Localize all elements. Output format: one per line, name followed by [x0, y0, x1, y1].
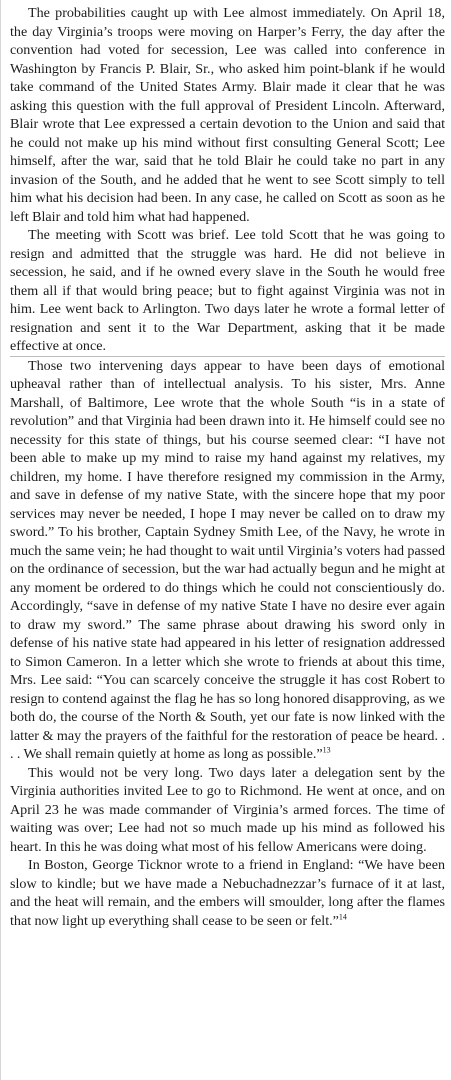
paragraph-4: [10, 764, 445, 857]
paragraph-2: [10, 226, 445, 356]
paragraph-4-text: This would not be very long. Two days later a delegation sent by the Virginia authorities invited Lee to go to Richmond. He went at once, and on April 23 he was made commander of Virginia’s armed forces. The time of waiting was over; Lee had not so much made up his mind as followed his heart. In this he was doing what most of his fellow Americans were doing.: [10, 764, 445, 855]
scan-section-1: [10, 4, 445, 357]
paragraph-3-text: Those two intervening days appear to have been days of emotional upheaval rather than of intellectual analysis. To his sister, Mrs. Anne Marshall, of Baltimore, Lee wrote that the whole South “is in a state of revolution” and that Virginia had been drawn into it. He himself could see no necessity for this state of things, but his course seemed clear: “I have not been able to make up my mind to raise my hand against my relatives, my children, my home. I have therefore resigned my commission in the Army, and save in defense of my native State, with the sincere hope that my poor services may never be needed, I hope I may never be called on to draw my sword.” To his brother, Captain Sydney Smith Lee, of the Navy, he wrote in much the same vein; he had thought to wait until Virginia’s voters had passed on the ordinance of secession, but the war had actually begun and he might at any moment be ordered to do things which he could not conscientiously do. Accordingly, “save in defense of my native State I have no desire ever again to draw my sword.” The same phrase about drawing his sword only in defense of his native state had appeared in his letter of resignation addressed to Simon Cameron. In a letter which she wrote to friends at about this time, Mrs. Lee said: “You can scarcely conceive the struggle it has cost Robert to resign to contend against the flag he has so long honored disapproving, as we both do, the course of the North & South, yet our fate is now linked with the latter & may the prayers of the faithful for the restoration of peace be heard. . . . We shall remain quietly at home as long as possible.”: [10, 357, 445, 762]
paragraph-5: [10, 856, 445, 930]
paragraph-2-text: The meeting with Scott was brief. Lee told Scott that he was going to resign and admitted that the struggle was hard. He did not believe in secession, he said, and if he owned every slave in the South he would free them all if that would bring peace; but to fight against Virginia was not in him. Lee went back to Arlington. Two days later he wrote a formal letter of resignation and sent it to the War Department, asking that it be made effective at once.: [10, 227, 445, 354]
paragraph-1-text: The probabilities caught up with Lee almost immediately. On April 18, the day Virginia’s troops were moving on Harper’s Ferry, the day after the convention had voted for secession, Lee was called into conference in Washington by Francis P. Blair, Sr., who asked him point-blank if he would take command of the United States Army. Blair made it clear that he was asking this question with the full approval of President Lincoln. Afterward, Blair wrote that Lee expressed a certain devotion to the Union and said that he could not make up his mind without first consulting General Scott; Lee himself, after the war, said that he told Blair he could take no part in any invasion of the South, and he added that he went to see Scott simply to tell him what his decision had been. In any case, he called on Scott as soon as he left Blair and told him what had happened.: [10, 5, 445, 225]
paragraph-1: [10, 4, 445, 226]
footnote-ref-13: 13: [322, 745, 331, 755]
scan-section-2: [10, 357, 445, 931]
paragraph-5-text: In Boston, George Ticknor wrote to a friend in England: “We have been slow to kindle; but we have made a Nebuchadnezzar’s furnace of it at last, and the heat will remain, and the embers will smoulder, long after the flames that now light up everything shall cease to be seen or felt.”: [10, 857, 445, 929]
paragraph-3: [10, 357, 445, 764]
footnote-ref-14: 14: [338, 911, 347, 921]
